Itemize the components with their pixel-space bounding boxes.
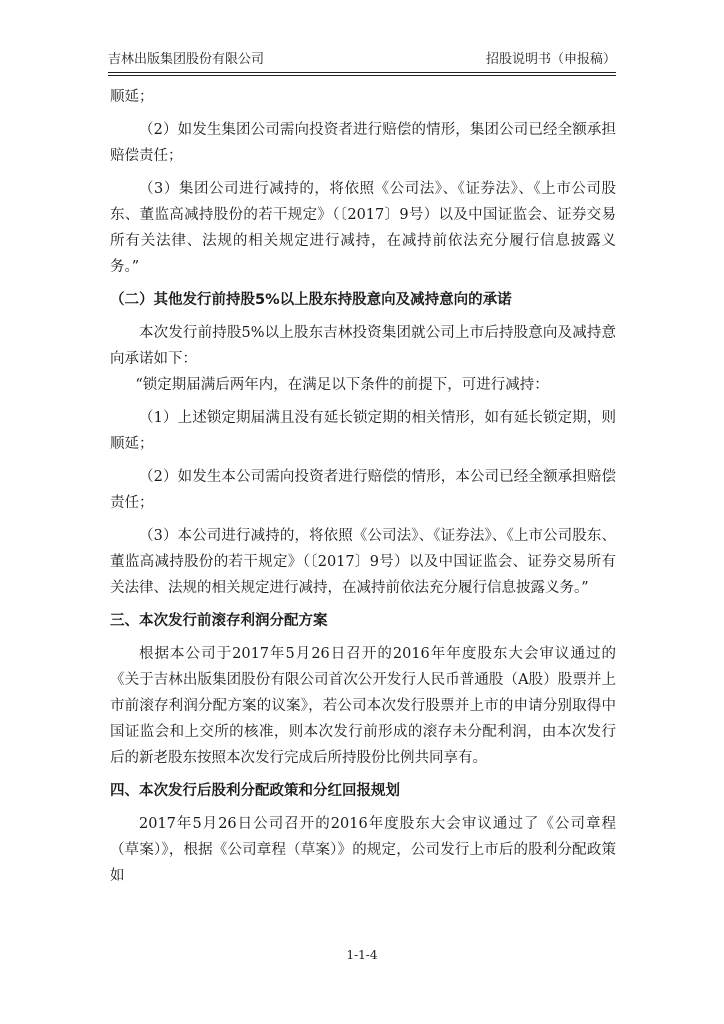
paragraph-item-3: （3）集团公司进行减持的，将依照《公司法》、《证券法》、《上市公司股东、董监高减持股份的若干规定》（〔2017〕9号）以及中国证监会、证券交易所有关法律、法规的相关规定进行减持，在减持前依法充分履行信息披露义务。” bbox=[110, 181, 616, 275]
header-document-title: 招股说明书（申报稿） bbox=[485, 52, 616, 67]
paragraph-item-2b: （2）如发生本公司需向投资者进行赔偿的情形，本公司已经全额承担赔偿责任； bbox=[110, 469, 616, 511]
paragraph-profit-distribution: 根据本公司于2017年5月26日召开的2016年年度股东大会审议通过的《关于吉林出版集团股份有限公司首次公开发行人民币普通股（A股）股票并上市前滚存利润分配方案的议案》，若公司本次发行股票并上市的申请分别取得中国证监会和上交所的核准，则本次发行前形成的滚存未分配利润，由本次发行后的新老股东按照本次发行完成后所持股份比例共同享有。 bbox=[110, 646, 616, 766]
header-company-name: 吉林出版集团股份有限公司 bbox=[108, 52, 265, 67]
document-body bbox=[110, 84, 616, 889]
paragraph-item-1: （1）上述锁定期届满且没有延长锁定期的相关情形，如有延长锁定期，则顺延； bbox=[110, 410, 616, 452]
paragraph-quote-start: “锁定期届满后两年内，在满足以下条件的前提下，可进行减持： bbox=[135, 377, 549, 393]
page-header bbox=[108, 50, 616, 70]
paragraph-intro: 本次发行前持股5%以上股东吉林投资集团就公司上市后持股意向及减持意向承诺如下： bbox=[110, 325, 616, 367]
section-heading-4: 四、本次发行后股利分配政策和分红回报规划 bbox=[110, 783, 400, 799]
section-heading-2: （二）其他发行前持股5%以上股东持股意向及减持意向的承诺 bbox=[110, 292, 512, 308]
header-rule-thin bbox=[108, 75, 616, 76]
paragraph-item-3b: （3）本公司进行减持的，将依照《公司法》、《证券法》、《上市公司股东、董监高减持股份的若干规定》（〔2017〕9号）以及中国证监会、证券交易所有关法律、法规的相关规定进行减持，在减持前依法充分履行信息披露义务。” bbox=[110, 528, 616, 596]
page-number: 1-1-4 bbox=[346, 948, 378, 962]
paragraph-continuation: 顺延； bbox=[110, 89, 154, 105]
paragraph-dividend-policy: 2017年5月26日公司召开的2016年度股东大会审议通过了《公司章程（草案）》，根据《公司章程（草案）》的规定，公司发行上市后的股利分配政策如 bbox=[110, 816, 616, 884]
header-rule-thick bbox=[108, 72, 616, 73]
paragraph-item-2: （2）如发生集团公司需向投资者进行赔偿的情形，集团公司已经全额承担赔偿责任； bbox=[110, 122, 616, 164]
section-heading-3: 三、本次发行前滚存利润分配方案 bbox=[110, 613, 328, 629]
